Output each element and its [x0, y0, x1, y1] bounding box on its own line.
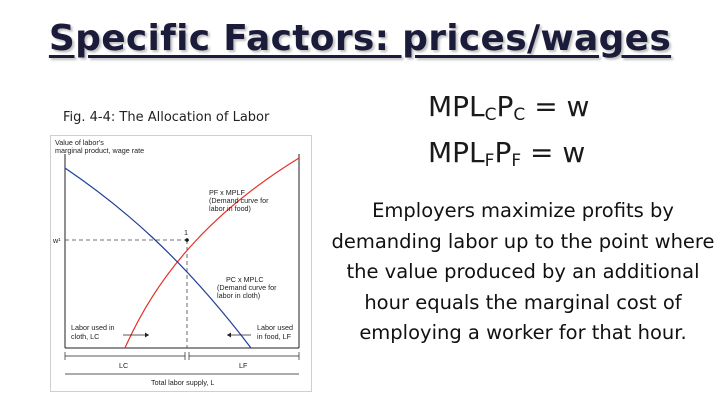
lc-marker: LC — [119, 361, 129, 370]
eq1-mpl-sub: C — [484, 105, 497, 125]
point-label: 1 — [184, 228, 188, 237]
cloth-curve-label-1: PC x MPLC — [226, 275, 264, 284]
eq1-price-sub: C — [513, 105, 526, 125]
eq1-price: P — [496, 90, 514, 123]
food-labor-label-2: in food, LF — [257, 332, 291, 341]
figure-caption: Fig. 4-4: The Allocation of Labor — [63, 110, 270, 125]
eq2-mpl: MPL — [428, 136, 485, 169]
cloth-curve-label-2: (Demand curve for — [217, 283, 277, 292]
food-curve-label-1: PF x MPLF — [209, 188, 245, 197]
food-arrow-head — [227, 333, 231, 338]
equilibrium-point — [185, 238, 189, 242]
eq2-mpl-sub: F — [484, 151, 495, 171]
body-text: Employers maximize profits by demanding labor up to the point where the value produced by an additional hour equals the marginal cost of employing a worker for that hour. — [331, 199, 715, 344]
slide-title: Specific Factors: prices/wages — [48, 18, 672, 59]
total-labor-label: Total labor supply, L — [151, 378, 215, 387]
cloth-labor-label-2: cloth, LC — [71, 332, 100, 341]
eq2-price: P — [494, 136, 512, 169]
eq1-mpl: MPL — [428, 90, 485, 123]
labor-allocation-diagram — [51, 136, 311, 391]
cloth-curve-label-3: labor in cloth) — [217, 291, 261, 300]
eq1-rhs: = w — [525, 90, 590, 123]
food-demand-curve — [125, 158, 299, 348]
wage-label: w¹ — [53, 236, 61, 245]
eq2-rhs: = w — [521, 136, 586, 169]
equation-food — [428, 134, 589, 180]
lf-marker: LF — [239, 361, 248, 370]
y-axis-label-2: marginal product, wage rate — [55, 146, 145, 155]
equation-cloth — [428, 88, 589, 134]
eq2-price-sub: F — [511, 151, 522, 171]
cloth-labor-label-1: Labor used in — [71, 323, 115, 332]
food-curve-label-3: labor in food) — [209, 204, 251, 213]
equations — [428, 88, 589, 180]
y-axis-label-1: Value of labor's — [55, 138, 104, 147]
food-curve-label-2: (Demand curve for — [209, 196, 269, 205]
labor-allocation-figure — [50, 135, 312, 392]
food-labor-label-1: Labor used — [257, 323, 293, 332]
cloth-arrow-head — [145, 333, 149, 338]
